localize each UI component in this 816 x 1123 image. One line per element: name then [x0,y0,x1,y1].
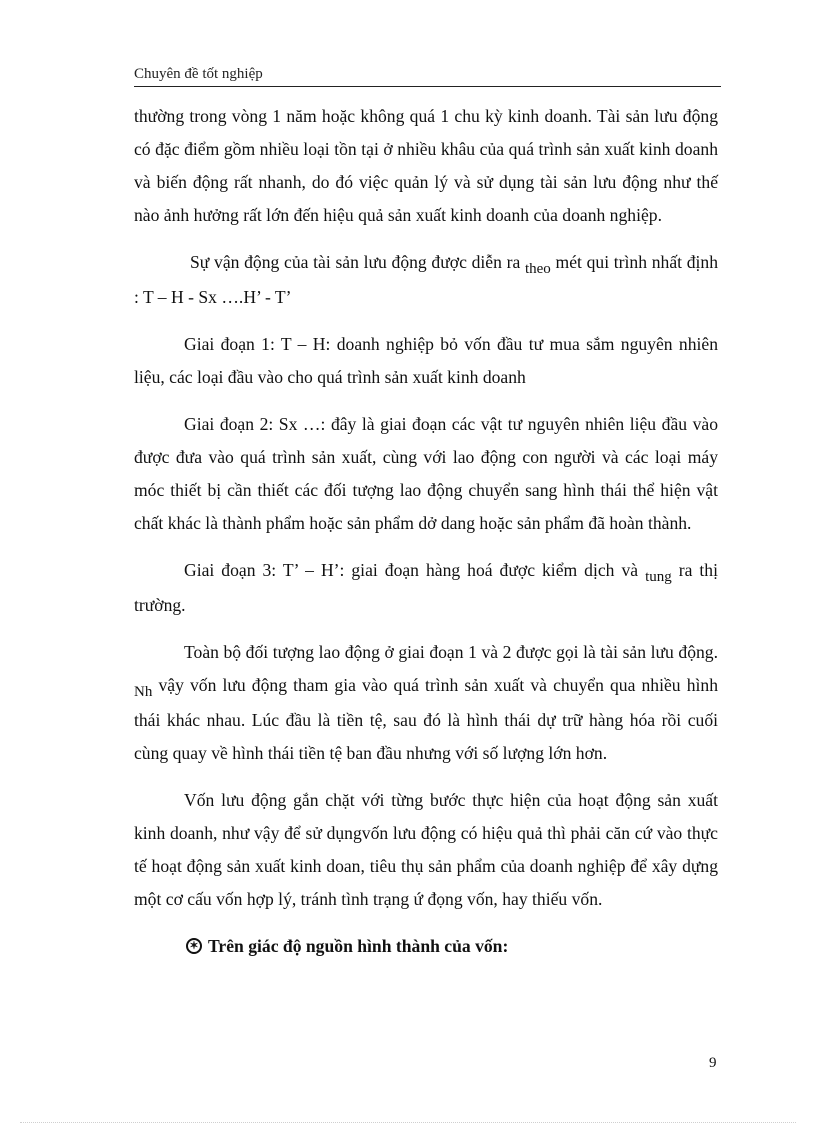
page-number: 9 [709,1055,717,1071]
paragraph-6 [134,636,718,770]
paragraph-2 [134,246,718,314]
paragraph-5-lowered-word: tung [645,569,672,585]
star-bullet-icon [186,938,202,954]
document-body [134,100,718,977]
section-heading-text: Trên giác độ nguồn hình thành của vốn: [208,936,509,956]
paragraph-3: Giai đoạn 1: T – H: doanh nghiệp bỏ vốn đầu tư mua sắm nguyên nhiên liệu, các loại đầu vào cho quá trình sản xuất kinh doanh [134,334,718,387]
paragraph-6-lowered-word: Nh [134,684,153,700]
section-heading [134,930,718,963]
paragraph-6-text-a: Toàn bộ đối tượng lao động ở giai đoạn 1 và 2 được gọi là tài sản lưu động. [184,642,718,662]
paragraph-2-lowered-word: theo [524,261,551,277]
paragraph-2-text-b: mét qui trình nhất định : T – H - Sx ….H’ - T’ [134,252,718,307]
page-header [134,62,721,87]
paragraph-6-text-b: vậy vốn lưu động tham gia vào quá trình sản xuất và chuyển qua nhiều hình thái khác nhau. Lúc đầu là tiền tệ, sau đó là hình thái dự trữ hàng hóa rồi cuối cùng quay về hình thái tiền tệ ban đầu nhưng với số lượng lớn hơn. [134,675,718,763]
paragraph-7: Vốn lưu động gắn chặt với từng bước thực hiện của hoạt động sản xuất kinh doanh, như vậy để sử dụngvốn lưu động có hiệu quả thì phải căn cứ vào thực tế hoạt động sản xuất kinh doan, tiêu thụ sản phẩm của doanh nghiệp để xây dựng một cơ cấu vốn hợp lý, tránh tình trạng ứ đọng vốn, hay thiếu vốn. [134,790,718,909]
paragraph-5 [134,554,718,622]
paragraph-4: Giai đoạn 2: Sx …: đây là giai đoạn các vật tư nguyên nhiên liệu đầu vào được đưa vào quá trình sản xuất, cùng với lao động con người và các loại máy móc thiết bị cần thiết các đối tượng lao động chuyển sang hình thái thể hiện vật chất khác là thành phẩm hoặc sản phẩm dở dang hoặc sản phẩm đã hoàn thành. [134,414,718,533]
header-title: Chuyên đề tốt nghiệp [134,66,263,82]
paragraph-5-text-b: ra thị trường. [134,560,718,615]
paragraph-1: thường trong vòng 1 năm hoặc không quá 1 chu kỳ kinh doanh. Tài sản lưu động có đặc điểm gồm nhiều loại tồn tại ở nhiều khâu của quá trình sản xuất kinh doanh và biến động rất nhanh, do đó việc quản lý và sử dụng tài sản lưu động như thế nào ảnh hưởng rất lớn đến hiệu quả sản xuất kinh doanh của doanh nghiệp. [134,106,718,225]
paragraph-5-text-a: Giai đoạn 3: T’ – H’: giai đoạn hàng hoá được kiểm dịch và [184,560,646,580]
paragraph-2-text-a: Sự vận động của tài sản lưu động được diễn ra [190,252,525,272]
